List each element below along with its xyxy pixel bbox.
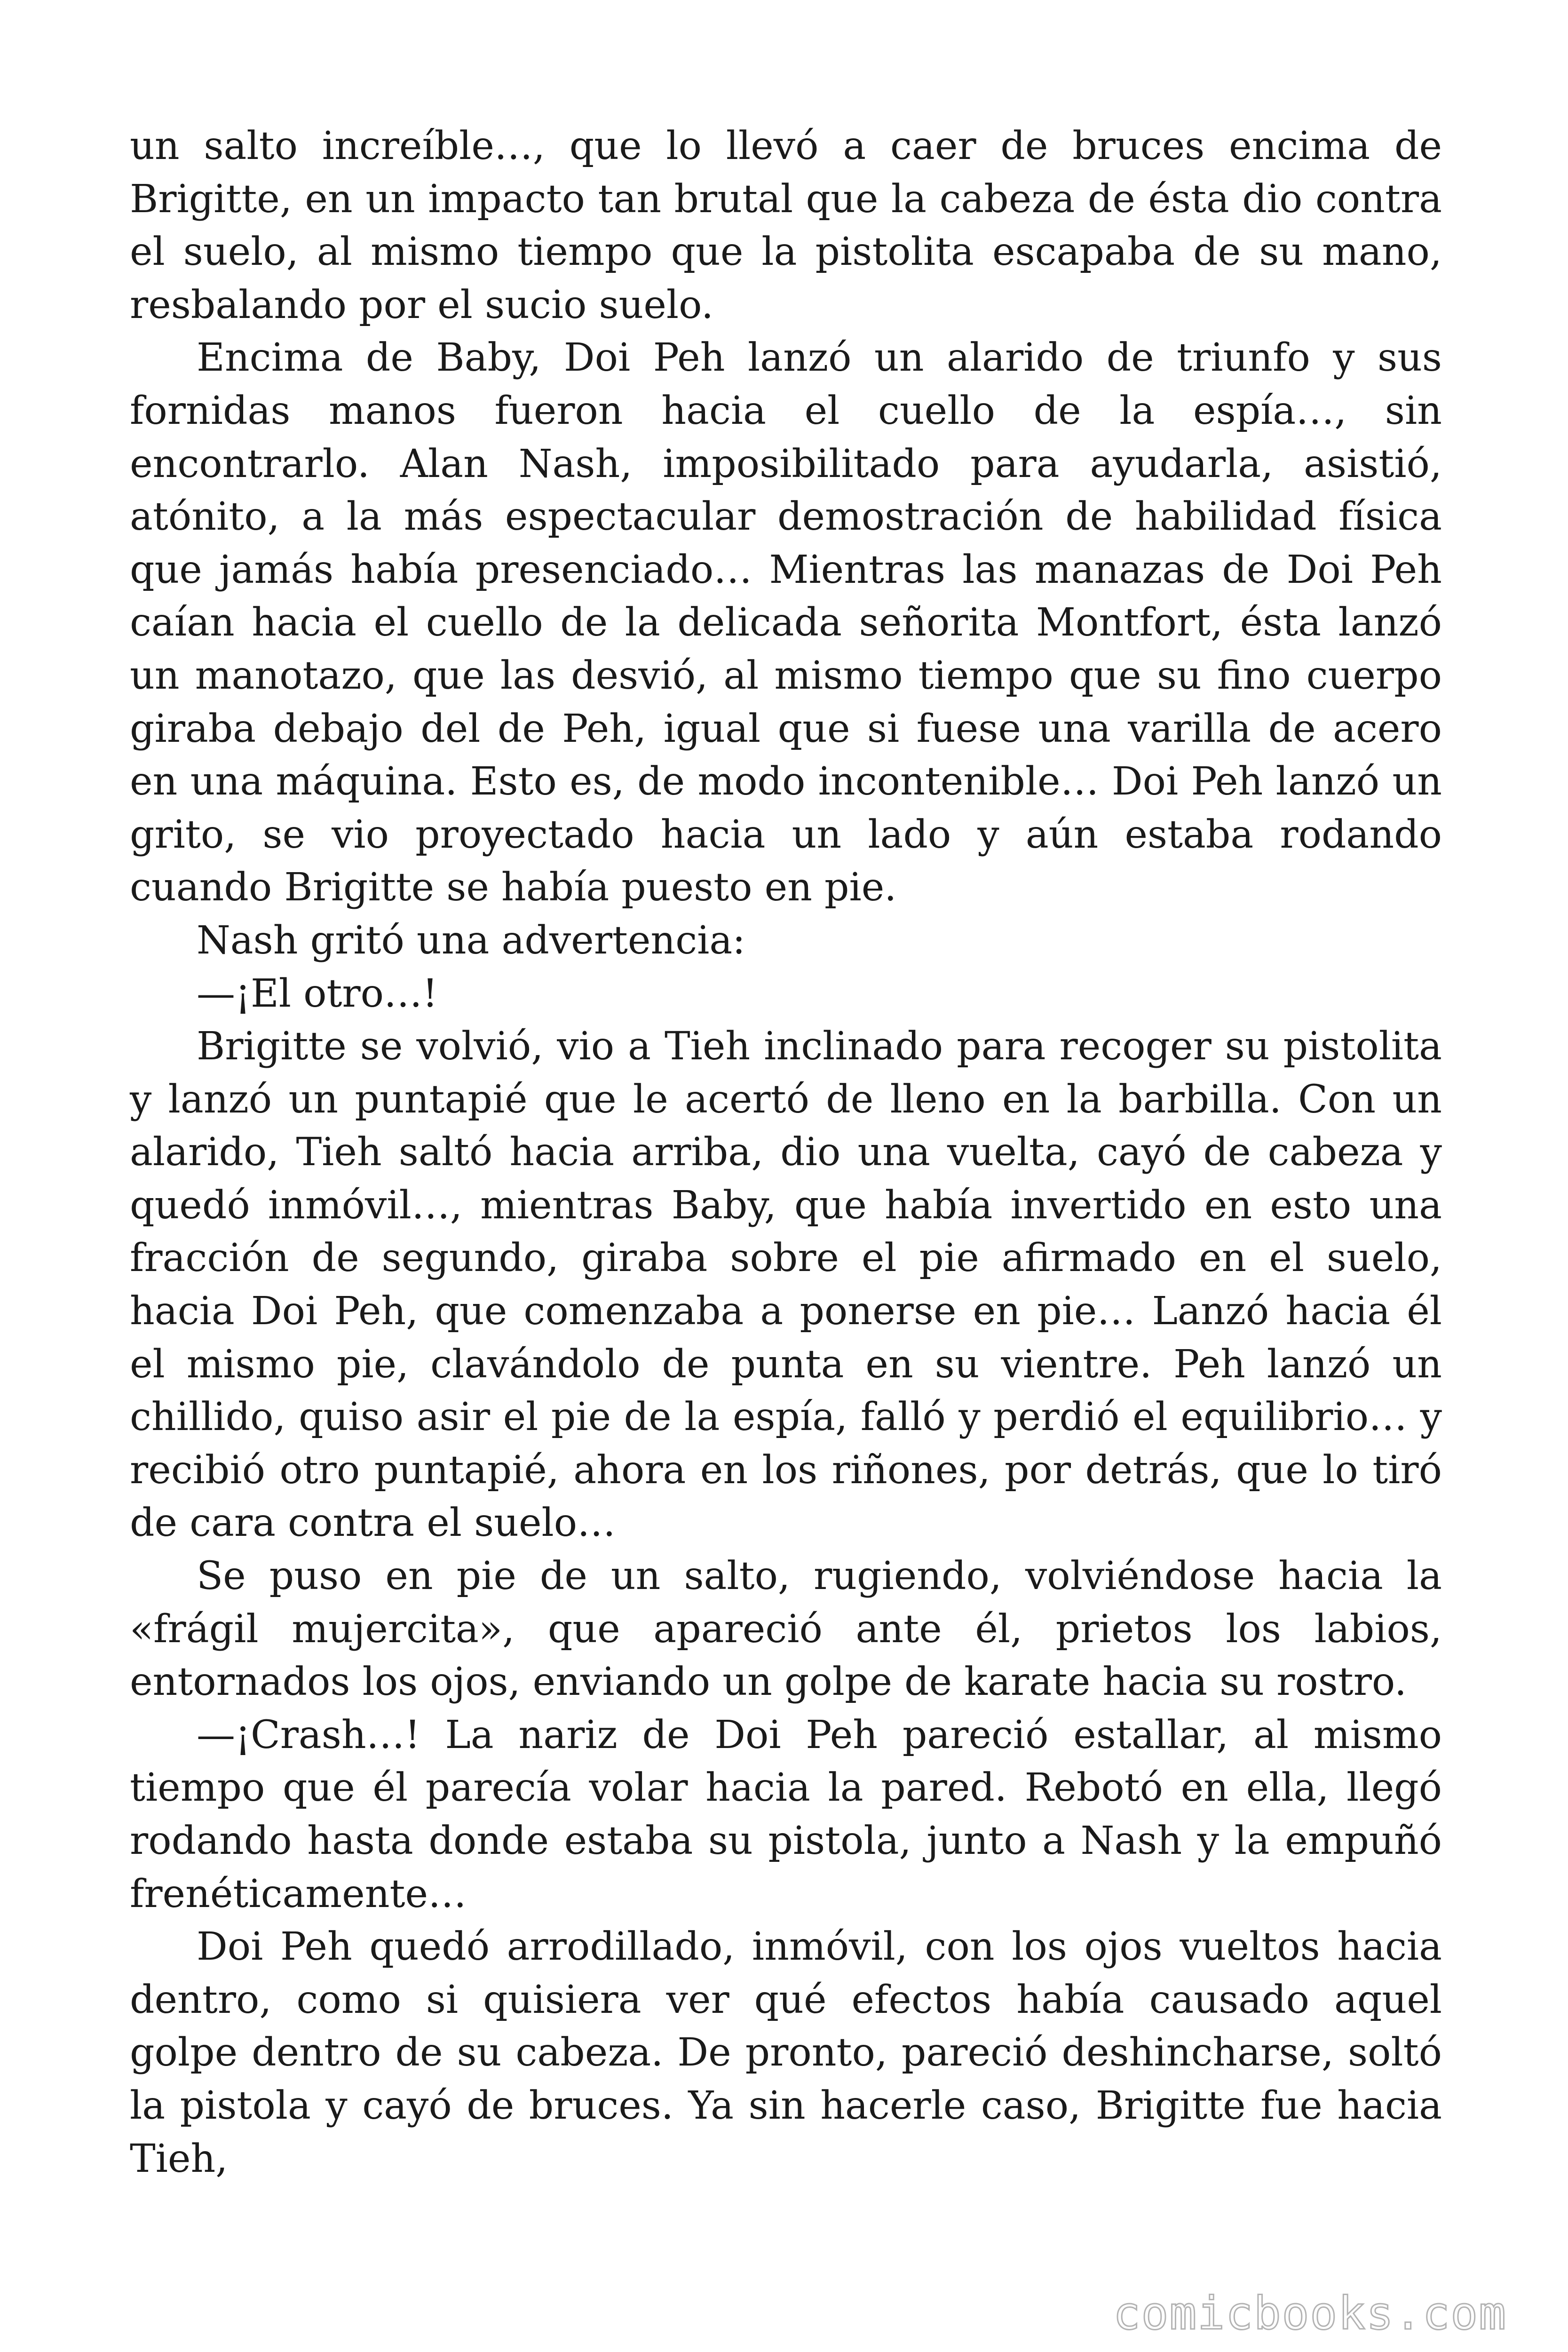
paragraph-3: Nash gritó una advertencia: xyxy=(197,918,745,963)
paragraph-2: Encima de Baby, Doi Peh lanzó un alarido de triunfo y sus fornidas manos fueron hacia el cuello de la espía…, sin encontrarlo. Alan Nash, imposibilitado para ayudarla, asistió, atónito, a la más espectacular demostración de habilidad física que jamás había presenciado… Mientras las manazas de Doi Peh caían hacia el cuello de la delicada señorita Montfort, ésta lanzó un manotazo, que las desvió, al mismo tiempo que su fino cuerpo giraba debajo del de Peh, igual que si fuese una varilla de acero en una máquina. Esto es, de modo incontenible… Doi Peh lanzó un grito, se vio proyectado hacia un lado y aún estaba rodando cuando Brigitte se había puesto en pie. xyxy=(130,335,1442,910)
paragraph-7: —¡Crash…! La nariz de Doi Peh pareció estallar, al mismo tiempo que él parecía volar hacia la pared. Rebotó en ella, llegó rodando hasta donde estaba su pistola, junto a Nash y la empuñó frenéticamente… xyxy=(130,1712,1442,1916)
paragraph-8: Doi Peh quedó arrodillado, inmóvil, con los ojos vueltos hacia dentro, como si quisiera ver qué efectos había causado aquel golpe dentro de su cabeza. De pronto, pareció deshincharse, soltó la pistola y cayó de bruces. Ya sin hacerle caso, Brigitte fue hacia Tieh, xyxy=(130,1924,1442,2181)
paragraph-4: —¡El otro…! xyxy=(197,971,438,1016)
site-watermark: comicbooks.com xyxy=(1113,2287,1507,2340)
body-text xyxy=(130,120,1442,2185)
paragraph-1: un salto increíble…, que lo llevó a caer de bruces encima de Brigitte, en un impacto tan brutal que la cabeza de ésta dio contra el suelo, al mismo tiempo que la pistolita escapaba de su mano, resbalando por el sucio suelo. xyxy=(130,124,1442,327)
paragraph-5: Brigitte se volvió, vio a Tieh inclinado para recoger su pistolita y lanzó un puntapié que le acertó de lleno en la barbilla. Con un alarido, Tieh saltó hacia arriba, dio una vuelta, cayó de cabeza y quedó inmóvil…, mientras Baby, que había invertido en esto una fracción de segundo, giraba sobre el pie afirmado en el suelo, hacia Doi Peh, que comenzaba a ponerse en pie… Lanzó hacia él el mismo pie, clavándolo de punta en su vientre. Peh lanzó un chillido, quiso asir el pie de la espía, falló y perdió el equilibrio… y recibió otro puntapié, ahora en los riñones, por detrás, que lo tiró de cara contra el suelo… xyxy=(130,1024,1442,1546)
paragraph-6: Se puso en pie de un salto, rugiendo, volviéndose hacia la «frágil mujercita», que apareció ante él, prietos los labios, entornados los ojos, enviando un golpe de karate hacia su rostro. xyxy=(130,1554,1442,1705)
